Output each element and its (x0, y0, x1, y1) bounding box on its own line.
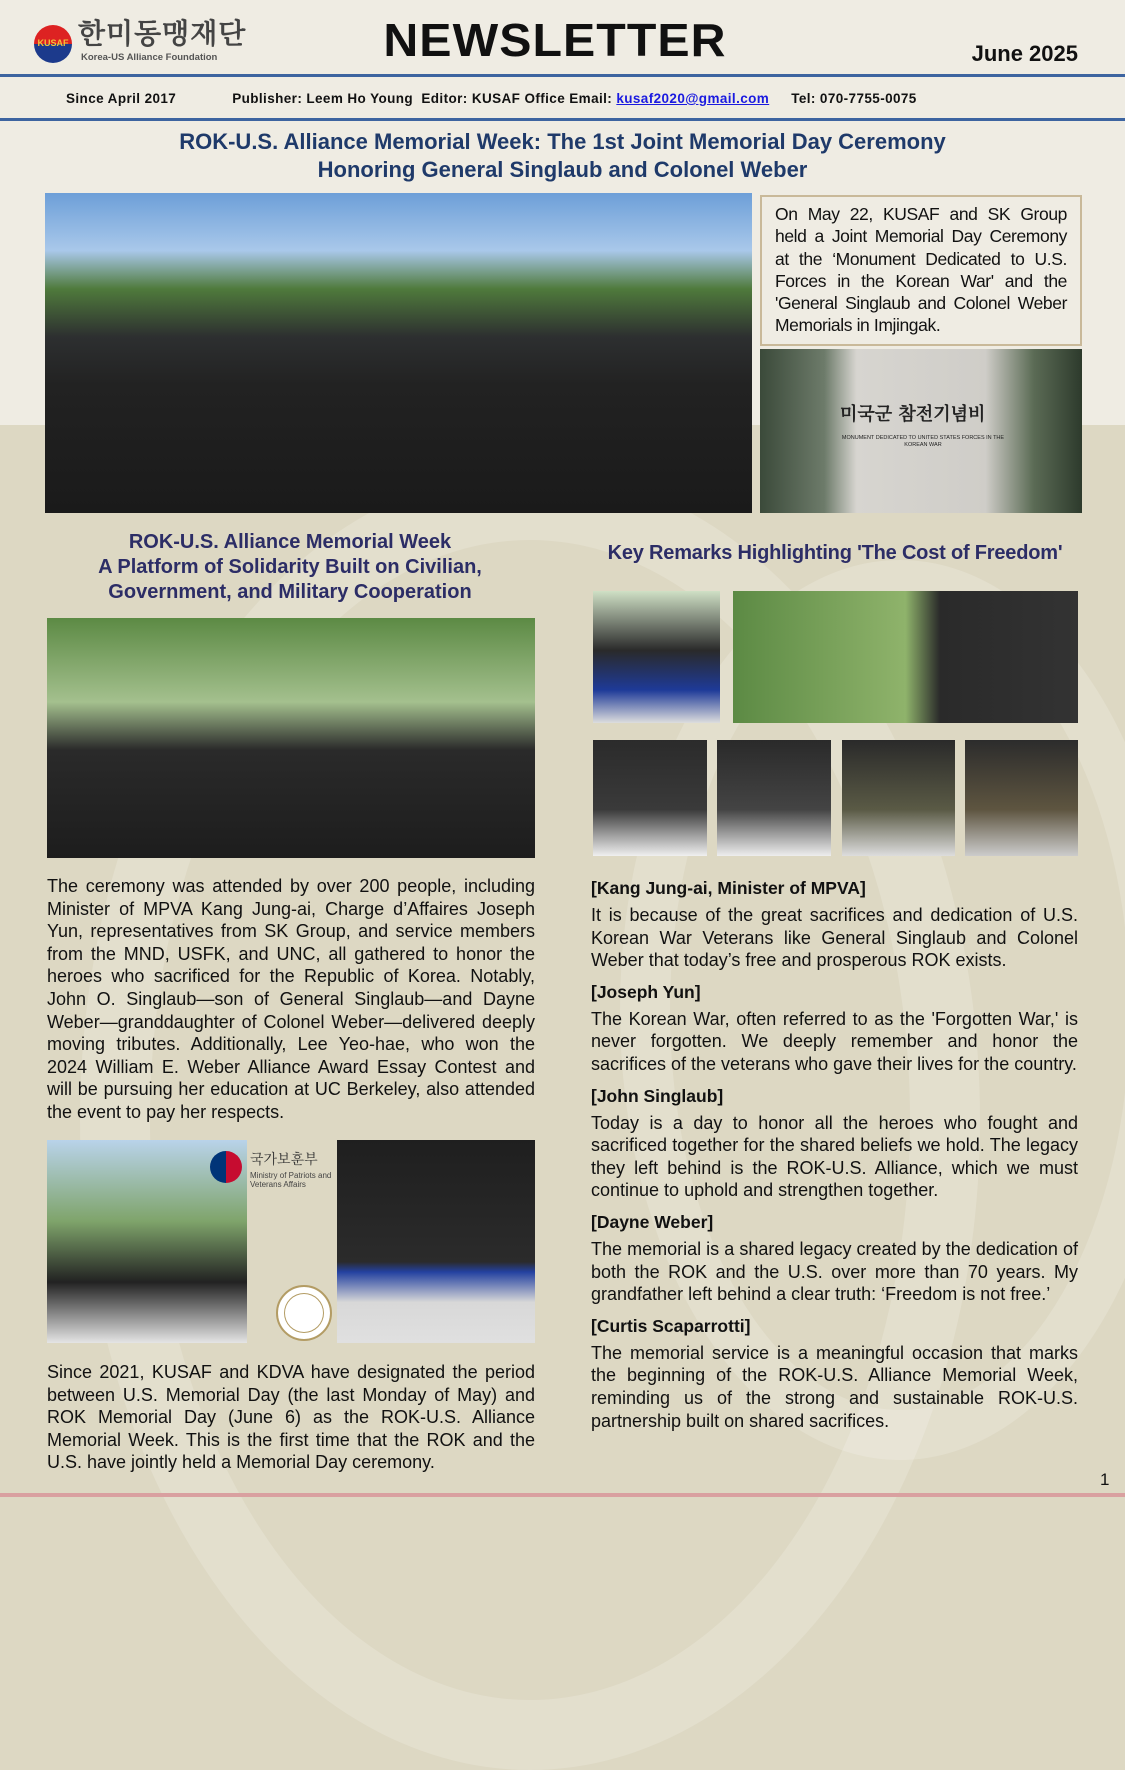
salute-photo (965, 740, 1078, 856)
remark-item (591, 1085, 1078, 1202)
wreath-photo (593, 740, 707, 856)
footer-rule (0, 1493, 1125, 1497)
article-subtitle: Honoring General Singlaub and Colonel Weber (317, 157, 808, 182)
remark-item (591, 877, 1078, 972)
telephone: Tel: 070-7755-0075 (791, 91, 917, 106)
left-paragraph-1: The ceremony was attended by over 200 people, including Minister of MPVA Kang Jung-ai, Charge d’Affaires Joseph Yun, representatives from SK Group, and service members from the MND, USFK, and UNC, all gathered to honor the heroes who sacrificed for the Republic of Korea. Notably, John O. Singlaub—son of General Singlaub—and Dayne Weber—granddaughter of Colonel Weber—delivered deeply moving tributes. Additionally, Lee Yeo-hae, who won the 2024 William E. Weber Alliance Award Essay Contest and will be pursuing her education at UC Berkeley, also attended the event to pay her respects. (47, 876, 535, 1122)
issue-date: June 2025 (971, 41, 1078, 66)
right-heading: Key Remarks Highlighting 'The Cost of Freedom' (607, 542, 1063, 564)
group-photo (45, 193, 752, 513)
remark-speaker: [Kang Jung-ai, Minister of MPVA] (591, 878, 866, 898)
intro-textbox: On May 22, KUSAF and SK Group held a Joint Memorial Day Ceremony at the ‘Monument Dedicated to U.S. Forces in the Korean War' and the 'General Singlaub and Colonel Weber Memorials in Imjingak. (760, 195, 1082, 346)
wreath-photo (717, 740, 831, 856)
remark-item (591, 1211, 1078, 1306)
left-heading-line: Government, and Military Cooperation (108, 581, 472, 603)
left-paragraph-2: Since 2021, KUSAF and KDVA have designated the period between U.S. Memorial Day (the last Monday of May) and ROK Memorial Day (June 6) as the ROK-U.S. Alliance Memorial Week. This is the first time that the ROK and the U.S. have jointly held a Memorial Day ceremony. (47, 1362, 535, 1473)
remark-item (591, 1315, 1078, 1432)
remarks-photo (733, 591, 1078, 723)
since-label: Since April 2017 (66, 91, 177, 106)
header-rule (0, 118, 1125, 121)
remark-item (591, 981, 1078, 1076)
logo-korean: 한미동맹재단 (78, 18, 247, 49)
remark-text: Today is a day to honor all the heroes who fought and sacrificed together for the shared beliefs we hold. The legacy they left behind is the ROK-U.S. Alliance, which we must continue to uphold and strengthen together. (591, 1112, 1078, 1201)
page-number: 1 (1100, 1470, 1110, 1489)
mpva-korean: 국가보훈부 (250, 1151, 318, 1167)
remark-text: The Korean War, often referred to as the 'Forgotten War,' is never forgotten. We deeply remember and honor the sacrifices of the veterans who gave their lives for the country. (591, 1008, 1078, 1074)
monument-photo (760, 349, 1082, 513)
logo-english: Korea-US Alliance Foundation (81, 52, 218, 63)
us-embassy-seal-icon (276, 1285, 332, 1341)
remark-speaker: [John Singlaub] (591, 1085, 724, 1106)
remark-text: The memorial is a shared legacy created by the dedication of both the ROK and the U.S. over more than 70 years. My grandfather left behind a clear truth: ‘Freedom is not free.’ (591, 1238, 1078, 1305)
header-rule (0, 74, 1125, 77)
mpva-english: Ministry of Patriots and Veterans Affairs (250, 1171, 332, 1189)
remark-speaker: [Dayne Weber] (591, 1211, 714, 1232)
monument-korean-inscription: 미국군 참전기념비 (840, 404, 986, 425)
remark-speaker: [Curtis Scaparrotti] (591, 1315, 751, 1336)
left-heading-line: A Platform of Solidarity Built on Civilian, (98, 556, 482, 578)
header-info-row (66, 90, 917, 107)
kusaf-logo-icon (34, 25, 72, 63)
mpva-logo-icon (210, 1151, 242, 1183)
wreath-photo (842, 740, 955, 856)
remark-text: The memorial service is a meaningful occasion that marks the beginning of the ROK-U.S. Alliance Memorial Week, reminding us of the strong and sustainable ROK-U.S. partnership built on shared sacrifices. (591, 1342, 1078, 1431)
officials-salute-photo (47, 618, 535, 858)
left-heading (45, 530, 535, 605)
email-link[interactable]: kusaf2020@gmail.com (616, 91, 770, 106)
remark-text: It is because of the great sacrifices and dedication of U.S. Korean War Veterans like General Singlaub and Colonel Weber that today’s free and prosperous ROK exists. (591, 905, 1078, 971)
publisher-text: Publisher: Leem Ho Young Editor: KUSAF Office Email: (232, 91, 617, 106)
logo-badge-text: KUSAF (37, 38, 69, 48)
remarks-list (591, 877, 1078, 1432)
monument-english-inscription: MONUMENT DEDICATED TO UNITED STATES FORCES IN THE KOREAN WAR (841, 435, 1005, 448)
article-title: ROK-U.S. Alliance Memorial Week: The 1st Joint Memorial Day Ceremony (179, 129, 946, 154)
remark-speaker: [Joseph Yun] (591, 981, 701, 1002)
remarks-photo (593, 591, 720, 723)
newsletter-title: NEWSLETTER (383, 14, 727, 66)
ambassador-speech-photo (337, 1140, 535, 1343)
left-heading-line: ROK-U.S. Alliance Memorial Week (128, 531, 452, 553)
